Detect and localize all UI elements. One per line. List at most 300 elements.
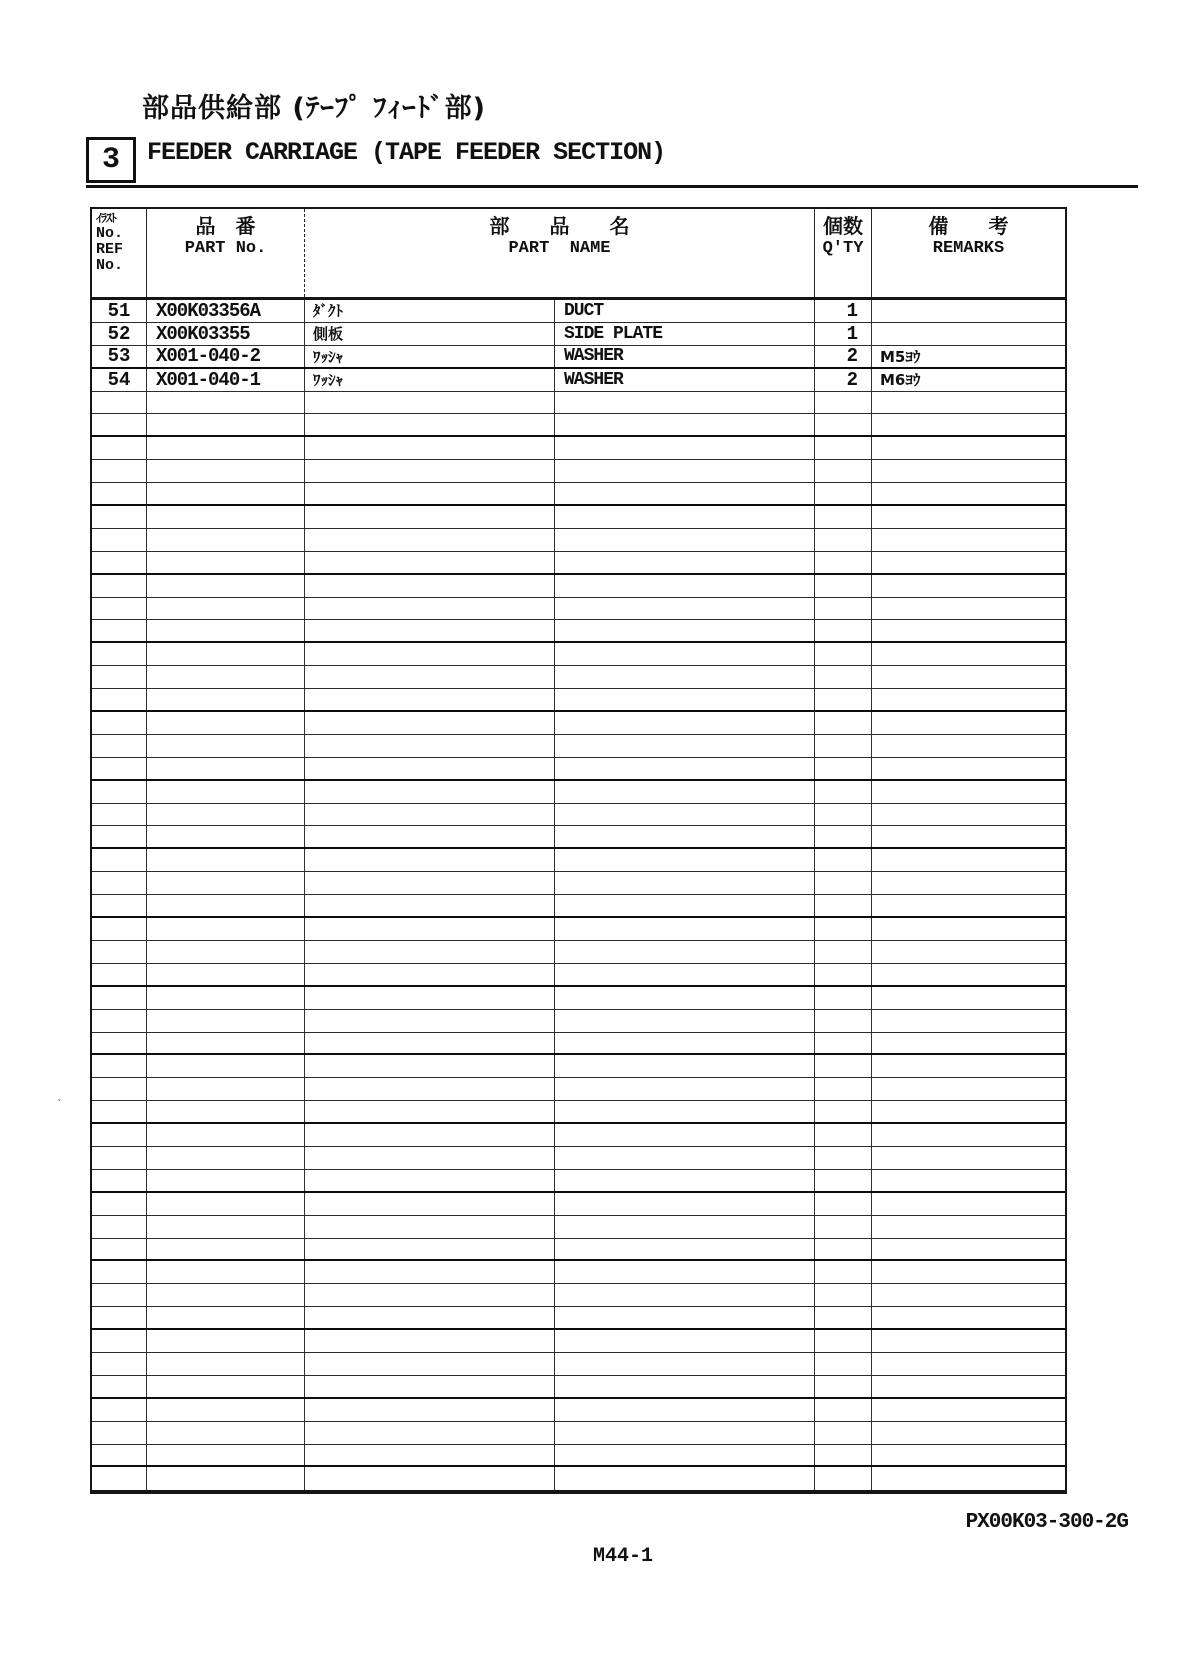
cell-ref-no (92, 964, 147, 985)
cell-ref-no (92, 575, 147, 597)
cell-qty (815, 826, 872, 847)
cell-ref-no: 53 (92, 346, 147, 367)
cell-ref-no (92, 414, 147, 435)
cell-qty (815, 964, 872, 985)
cell-remarks (872, 1330, 1065, 1352)
cell-ref-no (92, 1170, 147, 1191)
cell-ref-no (92, 1033, 147, 1054)
cell-part-no (147, 712, 305, 734)
cell-part-name-jp (305, 1284, 555, 1306)
table-row (92, 964, 1065, 987)
table-row (92, 483, 1065, 506)
cell-qty (815, 689, 872, 710)
cell-qty (815, 712, 872, 734)
table-row (92, 918, 1065, 941)
cell-part-no (147, 1284, 305, 1306)
header-part-name-jp: 部 品 名 (489, 214, 630, 238)
cell-qty (815, 1330, 872, 1352)
cell-part-name-en (555, 437, 815, 459)
table-row (92, 1239, 1065, 1262)
cell-part-name-en (555, 1261, 815, 1283)
cell-part-name-en (555, 1467, 815, 1490)
cell-ref-no (92, 643, 147, 665)
header-ref-no-jp: ｲﾗｽﾄ (96, 211, 117, 225)
cell-qty (815, 1193, 872, 1215)
cell-part-name-jp (305, 643, 555, 665)
cell-ref-no (92, 849, 147, 871)
cell-qty (815, 1170, 872, 1191)
cell-part-name-en (555, 987, 815, 1009)
table-row (92, 987, 1065, 1010)
table-row (92, 575, 1065, 598)
cell-ref-no (92, 758, 147, 779)
cell-remarks (872, 895, 1065, 916)
cell-part-name-jp (305, 483, 555, 504)
cell-part-no (147, 1193, 305, 1215)
cell-qty (815, 1399, 872, 1421)
cell-ref-no (92, 1124, 147, 1146)
cell-part-no (147, 1353, 305, 1375)
cell-part-name-jp (305, 918, 555, 940)
cell-qty (815, 895, 872, 916)
cell-remarks (872, 414, 1065, 435)
cell-part-no (147, 1239, 305, 1260)
table-row (92, 689, 1065, 712)
cell-remarks (872, 666, 1065, 688)
cell-ref-no (92, 1353, 147, 1375)
cell-part-name-jp (305, 1033, 555, 1054)
cell-remarks (872, 1239, 1065, 1260)
cell-qty (815, 483, 872, 504)
cell-qty (815, 1010, 872, 1032)
cell-remarks (872, 1216, 1065, 1238)
table-row (92, 1033, 1065, 1056)
cell-qty (815, 437, 872, 459)
cell-ref-no (92, 1010, 147, 1032)
cell-remarks (872, 804, 1065, 826)
cell-remarks (872, 1055, 1065, 1077)
cell-qty (815, 781, 872, 803)
cell-part-name-en (555, 392, 815, 414)
cell-ref-no (92, 437, 147, 459)
cell-part-name-en (555, 895, 815, 916)
cell-remarks (872, 529, 1065, 551)
table-row (92, 1445, 1065, 1468)
cell-remarks (872, 1445, 1065, 1466)
table-row (92, 1124, 1065, 1147)
cell-part-no (147, 598, 305, 620)
table-row (92, 895, 1065, 918)
cell-part-no (147, 506, 305, 528)
header-remarks-jp: 備 考 (928, 214, 1009, 238)
cell-part-no (147, 804, 305, 826)
cell-part-no (147, 872, 305, 894)
cell-part-no (147, 758, 305, 779)
header-part-name (305, 209, 815, 297)
table-row (92, 1353, 1065, 1376)
cell-part-name-en (555, 620, 815, 641)
cell-part-no (147, 437, 305, 459)
cell-part-name-jp (305, 964, 555, 985)
cell-remarks (872, 918, 1065, 940)
cell-qty (815, 529, 872, 551)
cell-part-no (147, 1422, 305, 1444)
cell-part-name-en (555, 918, 815, 940)
cell-part-no (147, 849, 305, 871)
cell-part-name-en (555, 414, 815, 435)
header-ref-no-line3: REF (96, 241, 124, 258)
cell-part-no (147, 575, 305, 597)
table-header-row (92, 209, 1065, 300)
cell-part-no (147, 1307, 305, 1328)
cell-qty (815, 1445, 872, 1466)
cell-part-name-jp (305, 941, 555, 963)
table-row (92, 1467, 1065, 1490)
header-ref-no (92, 209, 147, 297)
cell-ref-no (92, 620, 147, 641)
cell-remarks (872, 781, 1065, 803)
header-part-no-jp: 品 番 (195, 214, 256, 238)
cell-part-no (147, 1170, 305, 1191)
cell-remarks (872, 689, 1065, 710)
table-row (92, 643, 1065, 666)
cell-part-no (147, 620, 305, 641)
cell-ref-no (92, 1239, 147, 1260)
cell-remarks (872, 1147, 1065, 1169)
cell-part-name-en (555, 552, 815, 573)
cell-remarks (872, 712, 1065, 734)
table-row (92, 1193, 1065, 1216)
cell-part-name-en (555, 460, 815, 482)
header-ref-no-line2: No. (96, 225, 124, 242)
cell-ref-no (92, 1399, 147, 1421)
cell-ref-no (92, 735, 147, 757)
cell-part-name-jp (305, 414, 555, 435)
cell-remarks: M5ﾖｳ (880, 347, 921, 366)
table-row (92, 460, 1065, 483)
cell-ref-no (92, 918, 147, 940)
cell-qty (815, 643, 872, 665)
section-title: FEEDER CARRIAGE (TAPE FEEDER SECTION) (147, 138, 666, 167)
cell-part-no (147, 895, 305, 916)
page-number: M44-1 (593, 1545, 654, 1568)
cell-part-no (147, 1216, 305, 1238)
cell-qty (815, 1124, 872, 1146)
cell-part-no (147, 1033, 305, 1054)
cell-ref-no (92, 804, 147, 826)
cell-qty (815, 735, 872, 757)
cell-part-name-en (555, 643, 815, 665)
cell-remarks (872, 1376, 1065, 1397)
cell-part-name-en (555, 1055, 815, 1077)
header-part-name-en: PART NAME (508, 239, 611, 258)
cell-part-name-en (555, 1124, 815, 1146)
cell-remarks (872, 620, 1065, 641)
cell-part-name-en (555, 1101, 815, 1122)
cell-part-name-jp (305, 666, 555, 688)
cell-part-no (147, 414, 305, 435)
cell-remarks (872, 1399, 1065, 1421)
cell-part-no (147, 1101, 305, 1122)
cell-qty (815, 1467, 872, 1490)
cell-part-no (147, 460, 305, 482)
cell-part-name-jp (305, 804, 555, 826)
cell-qty (815, 620, 872, 641)
cell-qty (815, 552, 872, 573)
cell-remarks (872, 987, 1065, 1009)
cell-remarks (872, 1193, 1065, 1215)
cell-part-name-en (555, 1010, 815, 1032)
cell-part-name-en (555, 826, 815, 847)
cell-qty (815, 1284, 872, 1306)
cell-part-name-jp (305, 575, 555, 597)
cell-part-no (147, 1124, 305, 1146)
table-row (92, 598, 1065, 621)
cell-part-name-jp (305, 712, 555, 734)
cell-part-no (147, 1445, 305, 1466)
cell-remarks (872, 758, 1065, 779)
cell-qty (815, 1353, 872, 1375)
cell-remarks (872, 1033, 1065, 1054)
cell-part-no (147, 1147, 305, 1169)
cell-remarks (872, 964, 1065, 985)
cell-qty: 1 (815, 323, 872, 345)
cell-part-name-en (555, 506, 815, 528)
cell-part-name-jp (305, 758, 555, 779)
cell-ref-no: 52 (92, 323, 147, 345)
cell-part-name-en (555, 1147, 815, 1169)
table-row (92, 1284, 1065, 1307)
cell-part-name-en (555, 1353, 815, 1375)
table-row (92, 300, 1065, 323)
cell-part-no (147, 666, 305, 688)
cell-qty (815, 1055, 872, 1077)
cell-part-name-en (555, 1307, 815, 1328)
cell-ref-no (92, 712, 147, 734)
header-remarks-en: REMARKS (932, 239, 1005, 258)
cell-part-no (147, 1376, 305, 1397)
cell-qty (815, 598, 872, 620)
cell-part-name-jp (305, 437, 555, 459)
cell-part-name-jp (305, 1078, 555, 1100)
cell-part-no (147, 689, 305, 710)
cell-qty (815, 1147, 872, 1169)
cell-qty (815, 506, 872, 528)
cell-ref-no (92, 941, 147, 963)
cell-part-name-jp (305, 1193, 555, 1215)
cell-part-name-jp (305, 1330, 555, 1352)
cell-part-no (147, 1078, 305, 1100)
cell-remarks (872, 392, 1065, 414)
cell-remarks (872, 598, 1065, 620)
cell-ref-no (92, 392, 147, 414)
cell-part-name-jp (305, 460, 555, 482)
section-number: 3 (101, 143, 120, 177)
cell-remarks (872, 735, 1065, 757)
table-row (92, 1101, 1065, 1124)
header-part-no (147, 209, 305, 297)
cell-remarks (872, 1261, 1065, 1283)
cell-ref-no (92, 529, 147, 551)
cell-part-name-en: WASHER (555, 369, 815, 391)
table-row (92, 712, 1065, 735)
cell-part-name-en (555, 964, 815, 985)
cell-part-name-jp (305, 1170, 555, 1191)
cell-part-name-en (555, 1376, 815, 1397)
table-row (92, 620, 1065, 643)
table-row (92, 1010, 1065, 1033)
cell-part-name-jp (305, 1147, 555, 1169)
cell-part-name-en (555, 1170, 815, 1191)
table-row (92, 781, 1065, 804)
cell-remarks (872, 643, 1065, 665)
cell-part-name-jp (305, 529, 555, 551)
table-row (92, 1399, 1065, 1422)
cell-part-name-en (555, 712, 815, 734)
section-number-box (86, 137, 136, 183)
cell-part-name-en (555, 1399, 815, 1421)
cell-qty (815, 575, 872, 597)
table-row (92, 1330, 1065, 1353)
cell-part-name-en (555, 1422, 815, 1444)
cell-part-name-en: WASHER (555, 346, 815, 367)
cell-remarks (872, 941, 1065, 963)
cell-remarks (872, 506, 1065, 528)
document-number: PX00K03-300-2G (965, 1511, 1128, 1534)
cell-part-no (147, 941, 305, 963)
cell-ref-no (92, 483, 147, 504)
table-row (92, 872, 1065, 895)
cell-qty (815, 1033, 872, 1054)
cell-ref-no (92, 1284, 147, 1306)
cell-remarks: M6ﾖｳ (880, 371, 921, 390)
header-qty-en: Q'TY (822, 239, 864, 258)
cell-remarks (872, 1010, 1065, 1032)
cell-ref-no (92, 1101, 147, 1122)
cell-part-name-en (555, 1216, 815, 1238)
cell-part-name-jp (305, 1467, 555, 1490)
cell-part-name-en (555, 483, 815, 504)
table-row (92, 1422, 1065, 1445)
table-row (92, 369, 1065, 392)
table-row (92, 1307, 1065, 1330)
cell-part-name-jp (305, 781, 555, 803)
cell-qty (815, 392, 872, 414)
cell-part-name-jp (305, 1055, 555, 1077)
table-row (92, 392, 1065, 415)
cell-part-name-en (555, 1193, 815, 1215)
cell-ref-no (92, 1055, 147, 1077)
cell-ref-no (92, 1467, 147, 1490)
cell-qty (815, 1422, 872, 1444)
cell-qty: 1 (815, 300, 872, 322)
cell-qty (815, 941, 872, 963)
cell-part-name-en: SIDE PLATE (555, 323, 815, 345)
cell-qty (815, 872, 872, 894)
cell-part-name-jp (305, 1216, 555, 1238)
cell-remarks (872, 575, 1065, 597)
cell-ref-no (92, 1330, 147, 1352)
cell-part-no (147, 781, 305, 803)
cell-part-name-jp (305, 1422, 555, 1444)
cell-part-name-jp (305, 1307, 555, 1328)
cell-part-no (147, 483, 305, 504)
cell-part-name-jp (305, 392, 555, 414)
table-row (92, 323, 1065, 346)
cell-ref-no (92, 872, 147, 894)
table-row (92, 1147, 1065, 1170)
table-row (92, 666, 1065, 689)
cell-remarks (872, 1422, 1065, 1444)
cell-ref-no (92, 666, 147, 688)
cell-qty: 2 (815, 346, 872, 367)
table-row (92, 826, 1065, 849)
cell-remarks (872, 1307, 1065, 1328)
table-row (92, 552, 1065, 575)
cell-remarks (872, 460, 1065, 482)
cell-part-name-en (555, 941, 815, 963)
cell-part-name-jp (305, 1239, 555, 1260)
table-row (92, 1170, 1065, 1193)
cell-part-no: X00K03356A (147, 300, 305, 322)
cell-ref-no (92, 506, 147, 528)
cell-part-name-jp (305, 620, 555, 641)
japanese-section-title: 部品供給部 (ﾃｰﾌﾟ ﾌｨｰﾄﾞ部) (142, 93, 486, 124)
table-row (92, 804, 1065, 827)
cell-ref-no (92, 598, 147, 620)
cell-part-name-jp (305, 1376, 555, 1397)
cell-part-name-en (555, 598, 815, 620)
table-row (92, 1216, 1065, 1239)
cell-ref-no (92, 552, 147, 573)
cell-remarks (872, 323, 1065, 345)
cell-part-no: X00K03355 (147, 323, 305, 345)
cell-part-no: X001-040-1 (147, 369, 305, 391)
header-part-no-en: PART No. (184, 239, 267, 258)
cell-part-name-jp (305, 1445, 555, 1466)
cell-ref-no (92, 1376, 147, 1397)
cell-part-no (147, 1330, 305, 1352)
cell-remarks (872, 1078, 1065, 1100)
cell-part-no (147, 552, 305, 573)
cell-remarks (872, 826, 1065, 847)
cell-part-no (147, 918, 305, 940)
cell-qty (815, 1078, 872, 1100)
cell-remarks (872, 1124, 1065, 1146)
cell-remarks (872, 300, 1065, 322)
cell-part-name-jp (305, 506, 555, 528)
cell-ref-no (92, 460, 147, 482)
cell-qty (815, 918, 872, 940)
table-row (92, 346, 1065, 369)
cell-part-name-jp (305, 872, 555, 894)
table-row (92, 506, 1065, 529)
cell-part-name-en (555, 804, 815, 826)
cell-part-name-jp (305, 598, 555, 620)
cell-part-name-en (555, 575, 815, 597)
cell-part-no (147, 392, 305, 414)
cell-part-no (147, 964, 305, 985)
cell-qty (815, 1376, 872, 1397)
cell-ref-no (92, 1193, 147, 1215)
table-row (92, 849, 1065, 872)
header-remarks (872, 209, 1065, 297)
table-row (92, 941, 1065, 964)
parts-table (90, 207, 1067, 1494)
table-row (92, 529, 1065, 552)
cell-ref-no (92, 1422, 147, 1444)
cell-part-name-en (555, 872, 815, 894)
